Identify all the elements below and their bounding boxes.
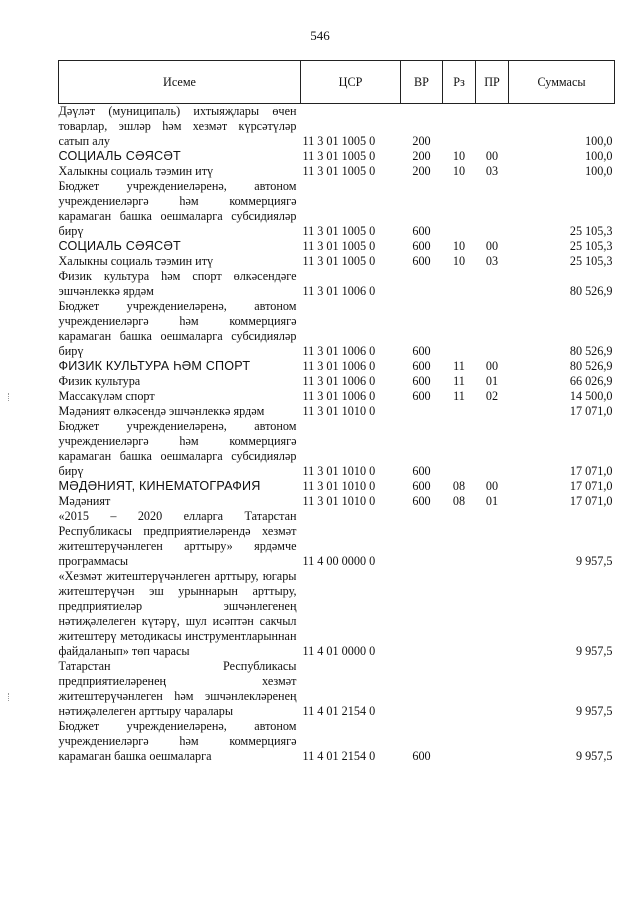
row-rz: 10 <box>452 254 466 268</box>
row-csr: 11 3 01 1006 0 <box>302 359 376 373</box>
row-pr <box>476 269 509 299</box>
row-rz: 08 <box>452 494 466 508</box>
row-pr <box>476 719 509 764</box>
row-rz <box>443 419 476 479</box>
row-sum: 14 500,0 <box>569 389 613 403</box>
row-vr: 200 <box>412 134 431 148</box>
row-sum: 25 105,3 <box>569 239 613 253</box>
row-name: Мәдәният өлкәсендә эшчәнлеккә ярдәм <box>58 404 265 418</box>
row-pr: 01 <box>485 494 499 508</box>
row-vr: 600 <box>412 749 431 763</box>
row-vr: 600 <box>412 464 431 478</box>
row-name: Бюджет учреждениеләренә, автоном учреждениеләргә һәм коммерциягә карамаган башка оешмаларга субсидияләр бирү <box>58 179 297 238</box>
row-rz <box>443 509 476 569</box>
row-pr <box>476 569 509 659</box>
row-csr: 11 3 01 1005 0 <box>302 164 376 178</box>
row-pr <box>476 299 509 359</box>
row-rz: 10 <box>452 149 466 163</box>
header-pr: ПР <box>476 61 509 104</box>
row-sum: 80 526,9 <box>569 359 613 373</box>
row-csr: 11 3 01 1005 0 <box>302 224 376 238</box>
row-csr: 11 4 00 0000 0 <box>302 554 376 568</box>
row-pr: 02 <box>485 389 499 403</box>
row-name: Халыкны социаль тәэмин итү <box>58 254 214 268</box>
row-csr: 11 3 01 1005 0 <box>302 239 376 253</box>
row-sum: 9 957,5 <box>575 704 613 718</box>
row-sum: 17 071,0 <box>569 479 613 493</box>
row-csr: 11 3 01 1010 0 <box>302 464 376 478</box>
row-name: Бюджет учреждениеләренә, автоном учреждениеләргә һәм коммерциягә карамаган башка оешмаларга субсидияләр бирү <box>58 299 297 358</box>
row-name: СОЦИАЛЬ СӘЯСӘТ <box>58 149 181 163</box>
row-name: Бюджет учреждениеләренә, автоном учреждениеләргә һәм коммерциягә карамаган башка оешмаларга <box>58 719 297 763</box>
header-rz: Рз <box>443 61 476 104</box>
row-rz: 08 <box>452 479 466 493</box>
row-sum: 80 526,9 <box>569 284 613 298</box>
header-vr: ВР <box>401 61 443 104</box>
row-csr: 11 3 01 1006 0 <box>302 284 376 298</box>
row-vr <box>401 569 443 659</box>
table-row <box>59 164 615 179</box>
table-body <box>59 104 615 765</box>
row-pr: 01 <box>485 374 499 388</box>
row-vr <box>401 404 443 419</box>
row-pr <box>476 104 509 150</box>
row-vr: 600 <box>412 344 431 358</box>
row-vr: 600 <box>412 389 431 403</box>
row-pr <box>476 509 509 569</box>
scan-margin-mark <box>8 393 11 401</box>
row-pr: 00 <box>485 149 499 163</box>
row-sum: 9 957,5 <box>575 644 613 658</box>
header-csr: ЦСР <box>301 61 401 104</box>
row-rz: 10 <box>452 239 466 253</box>
row-pr: 00 <box>485 239 499 253</box>
row-name: Физик культура һәм спорт өлкәсендәге эшчәнлеккә ярдәм <box>58 269 297 298</box>
row-rz <box>443 404 476 419</box>
table-row <box>59 659 615 719</box>
scan-margin-mark <box>8 693 11 701</box>
row-sum: 9 957,5 <box>575 554 613 568</box>
row-csr: 11 3 01 1010 0 <box>302 479 376 493</box>
table-row <box>59 509 615 569</box>
row-rz <box>443 569 476 659</box>
row-vr <box>401 659 443 719</box>
row-csr: 11 4 01 2154 0 <box>302 749 376 763</box>
table-row <box>59 149 615 164</box>
row-csr: 11 4 01 0000 0 <box>302 644 376 658</box>
table-row <box>59 389 615 404</box>
row-csr: 11 3 01 1006 0 <box>302 344 376 358</box>
row-sum: 25 105,3 <box>569 224 613 238</box>
row-pr <box>476 404 509 419</box>
row-pr: 00 <box>485 479 499 493</box>
row-name: СОЦИАЛЬ СӘЯСӘТ <box>58 239 181 253</box>
row-pr: 03 <box>485 254 499 268</box>
row-name: Бюджет учреждениеләренә, автоном учреждениеләргә һәм коммерциягә карамаган башка оешмаларга субсидияләр бирү <box>58 419 297 478</box>
table-row <box>59 494 615 509</box>
row-csr: 11 3 01 1006 0 <box>302 389 376 403</box>
row-sum: 25 105,3 <box>569 254 613 268</box>
page-number: 546 <box>310 28 330 43</box>
row-vr: 600 <box>412 374 431 388</box>
row-pr <box>476 659 509 719</box>
row-sum: 9 957,5 <box>575 749 613 763</box>
row-rz <box>443 179 476 239</box>
row-sum: 17 071,0 <box>569 494 613 508</box>
row-vr: 600 <box>412 494 431 508</box>
row-csr: 11 3 01 1010 0 <box>302 404 376 418</box>
row-name: Физик культура <box>58 374 141 388</box>
row-name: Мәдәният <box>58 494 111 508</box>
row-name: Дәүләт (муниципаль) ихтыяҗлары өчен товарлар, эшләр һәм хезмәт күрсәтүләр сатып алу <box>58 104 297 148</box>
row-vr <box>401 509 443 569</box>
table-header-row <box>59 61 615 104</box>
table-row <box>59 239 615 254</box>
budget-table <box>58 60 615 764</box>
row-vr: 200 <box>412 164 431 178</box>
table-row <box>59 569 615 659</box>
row-csr: 11 4 01 2154 0 <box>302 704 376 718</box>
row-pr: 03 <box>485 164 499 178</box>
row-name: Массакүләм спорт <box>58 389 155 403</box>
table-row <box>59 299 615 359</box>
row-name: Татарстан Республикасы предприятиеләренең хезмәт житештерүчәнлеген һәм эшчәнлекләренең нәтиҗәлелеген арттыру чаралары <box>58 659 297 718</box>
row-pr: 00 <box>485 359 499 373</box>
table-row <box>59 419 615 479</box>
row-sum: 66 026,9 <box>569 374 613 388</box>
table-row <box>59 104 615 150</box>
row-rz: 11 <box>453 389 465 403</box>
table-row <box>59 254 615 269</box>
row-pr <box>476 419 509 479</box>
row-rz: 11 <box>453 374 465 388</box>
row-rz: 11 <box>453 359 465 373</box>
row-csr: 11 3 01 1005 0 <box>302 134 376 148</box>
row-sum: 17 071,0 <box>569 404 613 418</box>
row-vr: 600 <box>412 239 431 253</box>
row-csr: 11 3 01 1010 0 <box>302 494 376 508</box>
row-name: МӘДӘНИЯТ, КИНЕМАТОГРАФИЯ <box>58 479 261 493</box>
table-row <box>59 479 615 494</box>
row-name: «Хезмәт житештерүчәнлеген арттыру, югары житештерүчән эш урыннарын арттыру, предприятиеләр эшчәнлегенең нәтиҗәлелеген күтәрү, шул исәптән сакчыл житештерү методикасы инструментларыннан файдаланып» төп чарасы <box>58 569 297 658</box>
row-sum: 17 071,0 <box>569 464 613 478</box>
row-name: «2015 – 2020 елларга Татарстан Республикасы предприятиеләрендә хезмәт житештерүчәнлеген арттыру» ярдәмче программасы <box>58 509 297 568</box>
row-rz: 10 <box>452 164 466 178</box>
row-vr: 600 <box>412 254 431 268</box>
row-csr: 11 3 01 1005 0 <box>302 149 376 163</box>
row-rz <box>443 269 476 299</box>
row-vr: 200 <box>412 149 431 163</box>
table-row <box>59 269 615 299</box>
row-csr: 11 3 01 1005 0 <box>302 254 376 268</box>
row-sum: 100,0 <box>585 149 613 163</box>
row-sum: 80 526,9 <box>569 344 613 358</box>
header-sum: Суммасы <box>509 61 615 104</box>
row-vr: 600 <box>412 224 431 238</box>
row-csr: 11 3 01 1006 0 <box>302 374 376 388</box>
row-vr: 600 <box>412 359 431 373</box>
header-name: Исеме <box>59 61 301 104</box>
row-rz <box>443 659 476 719</box>
row-rz <box>443 719 476 764</box>
row-pr <box>476 179 509 239</box>
row-rz <box>443 299 476 359</box>
table-row <box>59 179 615 239</box>
table-row <box>59 359 615 374</box>
row-rz <box>443 104 476 150</box>
table-row <box>59 404 615 419</box>
row-vr: 600 <box>412 479 431 493</box>
row-sum: 100,0 <box>585 134 613 148</box>
row-vr <box>401 269 443 299</box>
table-row <box>59 374 615 389</box>
row-name: ФИЗИК КУЛЬТУРА ҺӘМ СПОРТ <box>58 359 251 373</box>
table-row <box>59 719 615 764</box>
row-sum: 100,0 <box>585 164 613 178</box>
row-name: Халыкны социаль тәэмин итү <box>58 164 214 178</box>
